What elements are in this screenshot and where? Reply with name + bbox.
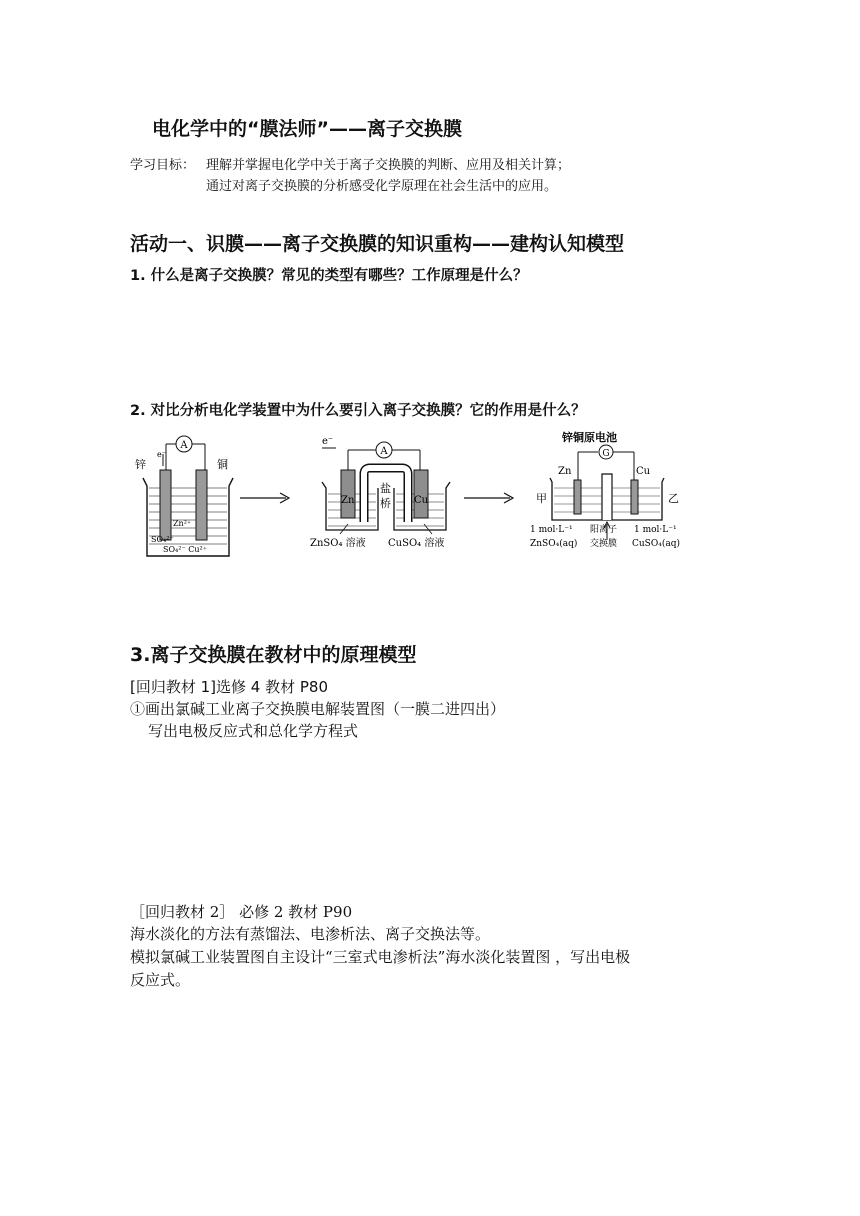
zn-label: Zn [341, 495, 355, 506]
cu-plate [631, 480, 638, 514]
design-task-line-1: 模拟氯碱工业装置图自主设计“三室式电渗析法”海水淡化装置图 ，写出电极 [130, 948, 631, 966]
question-1: 1. 什么是离子交换膜？常见的类型有哪些？工作原理是什么？ [130, 268, 528, 284]
figure-caption: 锌铜原电池 [562, 431, 617, 444]
textbook-reference-2: ［回归教材 2］ 必修 2 教材 P90 [130, 903, 353, 921]
electron-label-2: e⁻ [322, 436, 334, 447]
galvanometer-label: G [602, 449, 610, 459]
membrane-label-2: 交换膜 [590, 539, 618, 549]
cell-yi-label: 乙 [668, 492, 679, 505]
right-solution: CuSO₄(aq) [632, 539, 680, 549]
design-task-line-2: 反应式。 [130, 971, 191, 989]
ammeter-label: A [180, 440, 188, 451]
salt-bridge-label-1: 盐 [380, 482, 391, 495]
ion-so4: SO₄²⁻ [151, 535, 174, 544]
zinc-label: 锌 [135, 458, 146, 471]
cu-electrode [414, 470, 428, 518]
activity-1-heading: 活动一、识膜——离子交换膜的知识重构——建构认知模型 [130, 233, 625, 255]
zinc-electrode [160, 470, 171, 540]
ion-so4-cu: SO₄²⁻ Cu²⁺ [163, 545, 207, 554]
learning-goal-label: 学习目标： [130, 158, 196, 173]
cu-label-3: Cu [636, 466, 651, 477]
left-solution: ZnSO₄(aq) [530, 539, 578, 549]
figure-salt-bridge-cell [308, 432, 463, 552]
textbook-reference-1: [回归教材 1]选修 4 教材 P80 [130, 678, 328, 696]
left-concentration: 1 mol·L⁻¹ [530, 525, 573, 535]
left-solution-label: ZnSO₄ 溶液 [310, 538, 366, 549]
ammeter-label-2: A [380, 446, 388, 457]
zn-plate [574, 480, 581, 514]
membrane [602, 474, 612, 520]
figure-membrane-cell [528, 428, 696, 552]
membrane-label-1: 阳离子 [590, 525, 618, 535]
cu-label: Cu [414, 495, 429, 506]
right-concentration: 1 mol·L⁻¹ [634, 525, 677, 535]
question-2: 2. 对比分析电化学装置中为什么要引入离子交换膜？它的作用是什么？ [130, 403, 586, 419]
cell-jia-label: 甲 [536, 492, 547, 505]
copper-label: 铜 [217, 458, 228, 471]
salt-bridge [364, 468, 408, 522]
right-solution-label: CuSO₄ 溶液 [388, 538, 445, 549]
salt-bridge-label-2: 桥 [380, 497, 391, 510]
task-item-1-sub: 写出电极反应式和总化学方程式 [148, 722, 359, 740]
zn-electrode [341, 470, 355, 518]
copper-electrode [196, 470, 207, 540]
page-title: 电化学中的“膜法师”——离子交换膜 [152, 118, 462, 140]
task-item-1: ①画出氯碱工业离子交换膜电解装置图（一膜二进四出） [130, 700, 506, 718]
electron-label: e⁻ [157, 450, 166, 459]
learning-goal-line-2: 通过对离子交换膜的分析感受化学原理在社会生活中的应用。 [206, 179, 558, 194]
zn-label-3: Zn [558, 466, 572, 477]
ion-zn: Zn²⁺ [173, 519, 192, 528]
arrow-1 [238, 490, 293, 506]
learning-goal-line-1: 理解并掌握电化学中关于离子交换膜的判断、应用及相关计算； [206, 158, 571, 173]
section-3-heading: 3.离子交换膜在教材中的原理模型 [130, 644, 417, 666]
arrow-2 [462, 490, 517, 506]
figure-single-beaker-cell [133, 432, 241, 562]
desalination-paragraph: 海水淡化的方法有蒸馏法、电渗析法、离子交换法等。 [130, 925, 491, 943]
